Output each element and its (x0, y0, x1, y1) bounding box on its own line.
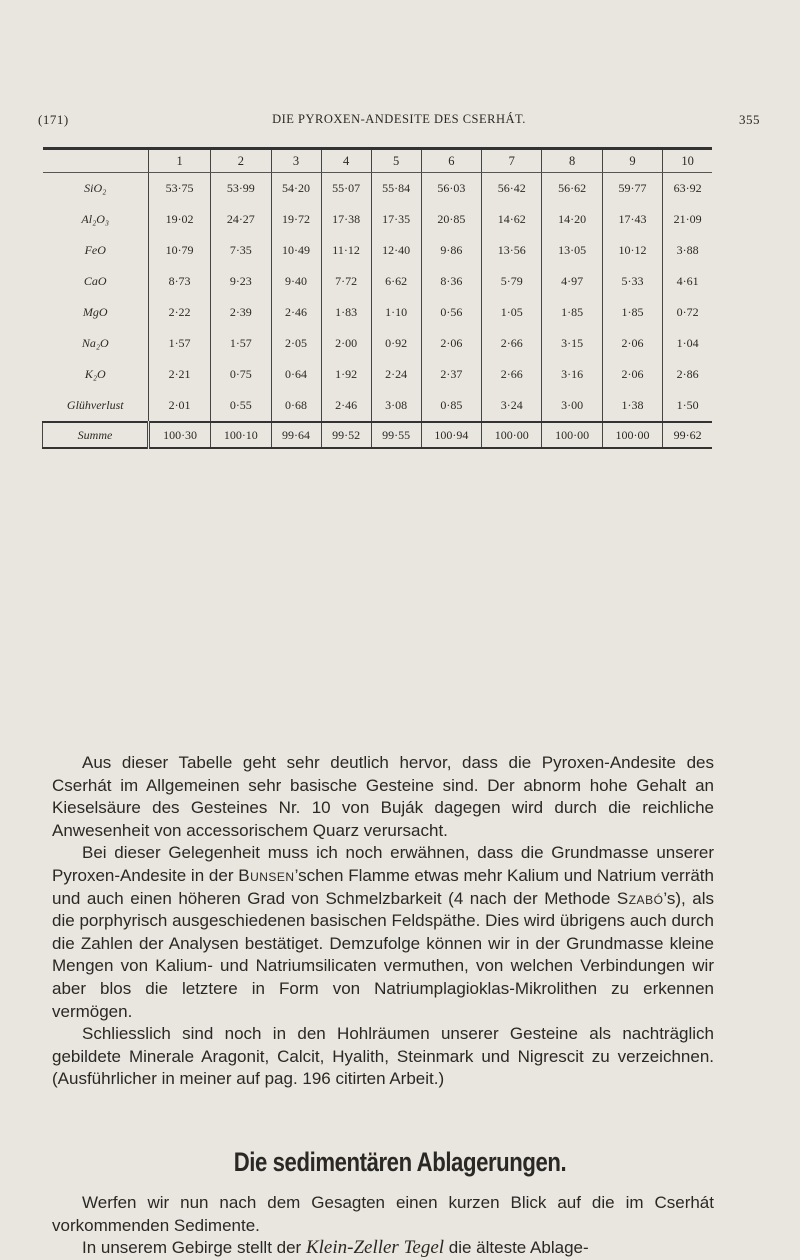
table-cell: 1·05 (482, 297, 542, 328)
table-cell: 19·72 (271, 204, 321, 235)
text-run: die älteste Ablage- (444, 1238, 589, 1258)
table-cell: 99·64 (271, 422, 321, 448)
row-label: MgO (82, 305, 108, 319)
table-cell: 99·55 (371, 422, 421, 448)
table-cell: 6·62 (371, 266, 421, 297)
table-cell: 100·00 (482, 422, 542, 448)
table-cell: 2·46 (321, 390, 371, 422)
table-cell: 99·62 (663, 422, 712, 448)
table-cell: 100·00 (602, 422, 662, 448)
table-cell: 11·12 (321, 235, 371, 266)
table-cell: 99·52 (321, 422, 371, 448)
table-cell: 4·97 (542, 266, 602, 297)
table-cell: 13·05 (542, 235, 602, 266)
table-cell: 1·85 (602, 297, 662, 328)
table-cell: 4·61 (663, 266, 712, 297)
paragraph: Werfen wir nun nach dem Gesagten einen kurzen Blick auf die im Cserhát vorkommenden Sedimente. (52, 1193, 714, 1235)
row-label: FeO (84, 243, 106, 257)
table-cell: 3·88 (663, 235, 712, 266)
section-heading: Die sedimentären Ablagerungen. (233, 1147, 567, 1177)
table-corner (43, 149, 149, 173)
table-row (43, 297, 713, 328)
table-cell: 1·57 (211, 328, 271, 359)
table-cell: 2·00 (321, 328, 371, 359)
column-header: 6 (421, 149, 481, 173)
table-cell: 19·02 (149, 204, 211, 235)
column-header: 1 (149, 149, 211, 173)
table-cell: 0·64 (271, 359, 321, 390)
table-cell: 0·68 (271, 390, 321, 422)
table-cell: 2·24 (371, 359, 421, 390)
table-cell: 100·30 (149, 422, 211, 448)
table-cell: 3·16 (542, 359, 602, 390)
table-cell: 1·38 (602, 390, 662, 422)
table-cell: 21·09 (663, 204, 712, 235)
name-bunsen: Bunsen (238, 865, 295, 885)
table-cell: 2·86 (663, 359, 712, 390)
table-cell: 2·01 (149, 390, 211, 422)
body-text (52, 752, 714, 1091)
table-cell: 9·40 (271, 266, 321, 297)
table-cell: 3·08 (371, 390, 421, 422)
table-cell: 56·62 (542, 173, 602, 205)
table-cell: 2·66 (482, 328, 542, 359)
row-label: Glühverlust (66, 398, 124, 412)
analysis-table (42, 147, 712, 449)
table-cell: 1·04 (663, 328, 712, 359)
table-cell: 100·94 (421, 422, 481, 448)
table-cell: 2·46 (271, 297, 321, 328)
column-header: 10 (663, 149, 712, 173)
row-label: K₂O (84, 367, 106, 381)
italic-term: Klein-Zeller Tegel (305, 1237, 445, 1259)
table-cell: 10·49 (271, 235, 321, 266)
table-cell: 0·75 (211, 359, 271, 390)
table-cell: 100·00 (542, 422, 602, 448)
table-cell: 0·55 (211, 390, 271, 422)
table-cell: 10·79 (149, 235, 211, 266)
column-header: 4 (321, 149, 371, 173)
table-cell: 7·35 (211, 235, 271, 266)
table-cell: 2·06 (602, 328, 662, 359)
row-label: Summe (43, 422, 149, 448)
paragraph: Schliesslich sind noch in den Hohlräumen unserer Gesteine als nachträglich gebildete Minerale Aragonit, Calcit, Hyalith, Steinmark und Nigrescit zu verzeichnen. (Ausführlicher in meiner auf pag. 196 citirten Arbeit.) (52, 1024, 714, 1089)
table-cell: 20·85 (421, 204, 481, 235)
table-cell: 3·00 (542, 390, 602, 422)
table-cell: 3·15 (542, 328, 602, 359)
table-cell: 5·33 (602, 266, 662, 297)
table-cell: 2·21 (149, 359, 211, 390)
table-cell: 24·27 (211, 204, 271, 235)
table-cell: 2·06 (602, 359, 662, 390)
table-cell: 54·20 (271, 173, 321, 205)
table-cell: 2·39 (211, 297, 271, 328)
table-cell: 9·23 (211, 266, 271, 297)
table-cell: 12·40 (371, 235, 421, 266)
table-cell: 55·84 (371, 173, 421, 205)
table-row (43, 359, 713, 390)
table-cell: 3·24 (482, 390, 542, 422)
row-label: Al₂O₃ (81, 212, 110, 226)
table-row (43, 235, 713, 266)
table-cell: 9·86 (421, 235, 481, 266)
running-header (38, 112, 760, 132)
table-cell: 5·79 (482, 266, 542, 297)
table-cell: 53·99 (211, 173, 271, 205)
table-cell: 1·50 (663, 390, 712, 422)
sum-row (43, 422, 713, 448)
table-cell: 17·35 (371, 204, 421, 235)
page-number: 355 (739, 112, 760, 127)
text-run: ’s), als die porphyrisch ausgeschiedenen basischen Feldspäthe. Dies wird übrigens auch durch die Zahlen der Analysen bestätiget. Demzufolge können wir in der Grundmasse kleine Mengen von Kalium- und Natriumsilicaten vermuthen, von welchen Verbindungen wir aber blos die letztere in Form von Natriumplagioklas-Mikrolithen zu erkennen vermögen. (52, 888, 714, 1021)
column-header: 7 (482, 149, 542, 173)
column-header: 5 (371, 149, 421, 173)
table-cell: 0·85 (421, 390, 481, 422)
column-header: 9 (602, 149, 662, 173)
table-row (43, 328, 713, 359)
column-header: 8 (542, 149, 602, 173)
table-cell: 100·10 (211, 422, 271, 448)
table-cell: 2·37 (421, 359, 481, 390)
table-cell: 56·03 (421, 173, 481, 205)
text-run: Bei dieser Gelegenheit muss ich noch erwähnen, dass die Grundmasse unserer Pyroxen-Andesite in der (52, 843, 714, 885)
table-cell: 17·38 (321, 204, 371, 235)
body-text-continued (52, 1192, 714, 1260)
table-cell: 8·73 (149, 266, 211, 297)
column-header: 2 (211, 149, 271, 173)
table-cell: 2·05 (271, 328, 321, 359)
column-header: 3 (271, 149, 321, 173)
paragraph (52, 842, 714, 1023)
table-cell: 8·36 (421, 266, 481, 297)
row-label: SiO₂ (84, 181, 107, 195)
table-cell: 59·77 (602, 173, 662, 205)
table-cell: 1·57 (149, 328, 211, 359)
table-cell: 0·92 (371, 328, 421, 359)
table-cell: 0·56 (421, 297, 481, 328)
table-cell: 1·83 (321, 297, 371, 328)
table-cell: 13·56 (482, 235, 542, 266)
name-szabo: Szabó (616, 888, 664, 908)
paragraph (52, 1237, 714, 1260)
text-run: In unserem Gebirge stellt der (82, 1238, 306, 1258)
table-cell: 1·85 (542, 297, 602, 328)
row-label: CaO (83, 274, 107, 288)
table-cell: 1·10 (371, 297, 421, 328)
table-cell: 2·66 (482, 359, 542, 390)
table-cell: 1·92 (321, 359, 371, 390)
table-row (43, 204, 713, 235)
table-cell: 53·75 (149, 173, 211, 205)
table-cell: 55·07 (321, 173, 371, 205)
table-cell: 17·43 (602, 204, 662, 235)
table-header-row (43, 149, 713, 173)
table-cell: 14·20 (542, 204, 602, 235)
table-row (43, 173, 713, 205)
table-row (43, 266, 713, 297)
table-row (43, 390, 713, 422)
section-number: (171) (38, 112, 69, 127)
table-cell: 0·72 (663, 297, 712, 328)
text-run: ’schen Flamme etwas mehr Kalium und Natrium verräth und auch einen höheren Grad von Schmelzbarkeit (4 nach der Methode (52, 865, 714, 908)
paragraph: Aus dieser Tabelle geht sehr deutlich hervor, dass die Pyroxen-Andesite des Cserhát im Allgemeinen sehr basische Gesteine sind. Der abnorm hohe Gehalt an Kieselsäure des Gesteines Nr. 10 von Buják dagegen wird durch die reichliche Anwesenheit von accessorischem Quarz verursacht. (52, 753, 714, 840)
running-title: DIE PYROXEN-ANDESITE DES CSERHÁT. (272, 112, 526, 126)
table-cell: 56·42 (482, 173, 542, 205)
table-cell: 2·06 (421, 328, 481, 359)
table-cell: 7·72 (321, 266, 371, 297)
table-cell: 10·12 (602, 235, 662, 266)
table-cell: 14·62 (482, 204, 542, 235)
row-label: Na₂O (81, 336, 109, 350)
table-cell: 2·22 (149, 297, 211, 328)
table-cell: 63·92 (663, 173, 712, 205)
